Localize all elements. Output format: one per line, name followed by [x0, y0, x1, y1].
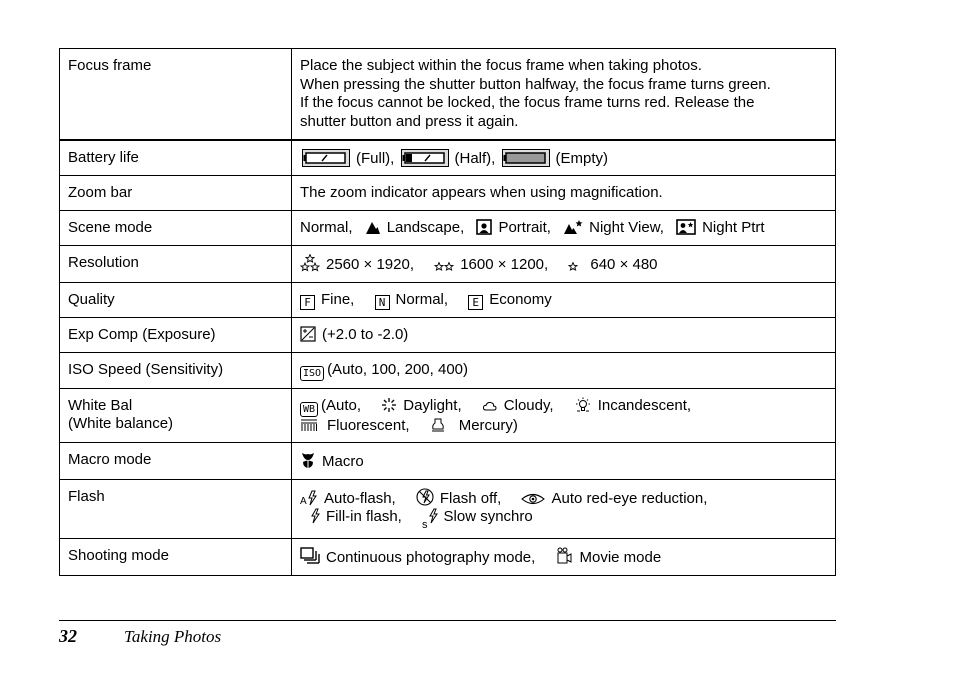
table-row — [60, 282, 836, 317]
description-line: If the focus cannot be locked, the focus frame turns red. Release the — [300, 94, 755, 111]
table-row — [60, 388, 836, 443]
incandescent-icon — [574, 397, 592, 413]
row-description — [292, 317, 836, 352]
row-description — [292, 246, 836, 283]
battery-half-icon — [401, 149, 449, 167]
page-number: 32 — [59, 626, 77, 646]
movie-mode-icon — [555, 547, 573, 565]
description-line — [300, 488, 829, 509]
row-label-line: White Bal — [68, 396, 133, 414]
scene-night-view-label: Night View, — [589, 219, 664, 236]
quality-normal-label: Normal, — [395, 290, 449, 308]
wb-daylight-label: Daylight, — [403, 396, 462, 414]
iso-values-label: (Auto, 100, 200, 400) — [327, 360, 468, 378]
battery-empty-icon — [502, 149, 550, 167]
slow-synchro-prefix: s — [422, 519, 428, 531]
row-label: Focus frame — [60, 49, 292, 140]
battery-full-label: (Full), — [356, 149, 395, 167]
row-description — [292, 479, 836, 539]
row-description — [292, 282, 836, 317]
description-line: shutter button and press it again. — [300, 112, 519, 130]
wb-mercury-label: Mercury) — [458, 416, 518, 434]
flash-auto-label: Auto-flash, — [324, 489, 396, 507]
row-description — [292, 388, 836, 443]
table-row — [60, 211, 836, 246]
row-label-line: (White balance) — [68, 415, 174, 432]
row-label: Battery life — [60, 140, 292, 176]
portrait-icon — [476, 219, 492, 235]
mercury-icon — [430, 417, 446, 433]
scene-landscape-label: Landscape, — [386, 219, 465, 236]
table-row — [60, 539, 836, 576]
landscape-icon — [365, 219, 381, 235]
table-row — [60, 176, 836, 211]
two-stars-icon — [434, 262, 454, 272]
cloudy-icon — [482, 399, 498, 413]
wb-auto-label: (Auto, — [321, 396, 362, 414]
row-description: The zoom indicator appears when using magnification. — [292, 176, 836, 211]
row-description — [292, 211, 836, 246]
wb-incandescent-label: Incandescent, — [597, 396, 692, 414]
quality-fine-label: Fine, — [321, 290, 355, 308]
fine-icon: F — [300, 295, 315, 310]
normal-icon: N — [375, 295, 390, 310]
table-row — [60, 352, 836, 388]
table-row — [60, 479, 836, 539]
scene-normal-label: Normal, — [300, 219, 353, 236]
night-portrait-icon — [676, 219, 696, 235]
description-line — [300, 417, 829, 436]
night-view-icon — [563, 219, 583, 235]
battery-half-label: (Half), — [454, 149, 496, 167]
row-label: Macro mode — [60, 443, 292, 480]
red-eye-icon — [521, 492, 545, 506]
table-row — [60, 317, 836, 352]
auto-flash-icon — [300, 490, 318, 506]
fill-in-flash-icon — [310, 508, 320, 524]
resolution-medium-label: 1600 × 1200, — [460, 256, 549, 273]
row-label: Resolution — [60, 246, 292, 283]
table-row — [60, 140, 836, 176]
resolution-small-label: 640 × 480 — [590, 256, 658, 273]
exposure-compensation-icon — [300, 326, 316, 342]
wb-fluorescent-label: Fluorescent, — [327, 416, 410, 434]
row-label: Flash — [60, 479, 292, 539]
scene-portrait-label: Portrait, — [498, 219, 551, 236]
description-line — [300, 397, 829, 417]
svg-text:A: A — [300, 495, 307, 506]
row-description — [292, 352, 836, 388]
row-description — [292, 539, 836, 576]
section-title: Taking Photos — [124, 627, 222, 646]
macro-flower-icon — [300, 451, 316, 469]
three-stars-icon — [300, 254, 320, 272]
row-description — [292, 140, 836, 176]
slow-synchro-icon — [422, 508, 438, 531]
row-label: ISO Speed (Sensitivity) — [60, 352, 292, 388]
movie-mode-label: Movie mode — [579, 549, 662, 566]
flash-slow-label: Slow synchro — [443, 508, 533, 525]
quality-economy-label: Economy — [489, 290, 552, 308]
description-line — [300, 508, 829, 531]
row-description — [292, 49, 836, 140]
wb-cloudy-label: Cloudy, — [503, 396, 554, 414]
battery-full-icon — [302, 149, 350, 167]
footer-rule — [59, 620, 836, 621]
flash-fill-label: Fill-in flash, — [326, 508, 402, 525]
economy-icon: E — [468, 295, 483, 310]
description-line: Place the subject within the focus frame when taking photos. — [300, 57, 702, 74]
table-row — [60, 49, 836, 140]
table-row — [60, 443, 836, 480]
settings-table — [59, 48, 836, 576]
one-star-icon — [568, 262, 578, 272]
row-label: Exp Comp (Exposure) — [60, 317, 292, 352]
fluorescent-icon — [300, 417, 318, 433]
exposure-range-label: (+2.0 to -2.0) — [322, 325, 409, 343]
white-balance-icon: WB — [300, 402, 318, 417]
row-description — [292, 443, 836, 480]
row-label: Shooting mode — [60, 539, 292, 576]
scene-night-portrait-label: Night Ptrt — [702, 219, 765, 236]
macro-label: Macro — [322, 453, 364, 470]
continuous-mode-icon — [300, 547, 320, 565]
iso-icon: ISO — [300, 366, 324, 381]
flash-off-icon — [416, 488, 434, 506]
table-row — [60, 246, 836, 283]
battery-empty-label: (Empty) — [555, 149, 609, 167]
row-label: Zoom bar — [60, 176, 292, 211]
flash-redeye-label: Auto red-eye reduction, — [551, 489, 708, 507]
resolution-large-label: 2560 × 1920, — [326, 256, 415, 273]
flash-off-label: Flash off, — [439, 489, 502, 507]
description-line: When pressing the shutter button halfway, the focus frame turns green. — [300, 75, 771, 93]
row-label: Quality — [60, 282, 292, 317]
daylight-icon — [381, 397, 397, 413]
row-label: Scene mode — [60, 211, 292, 246]
row-label — [60, 388, 292, 443]
continuous-mode-label: Continuous photography mode, — [326, 549, 536, 566]
